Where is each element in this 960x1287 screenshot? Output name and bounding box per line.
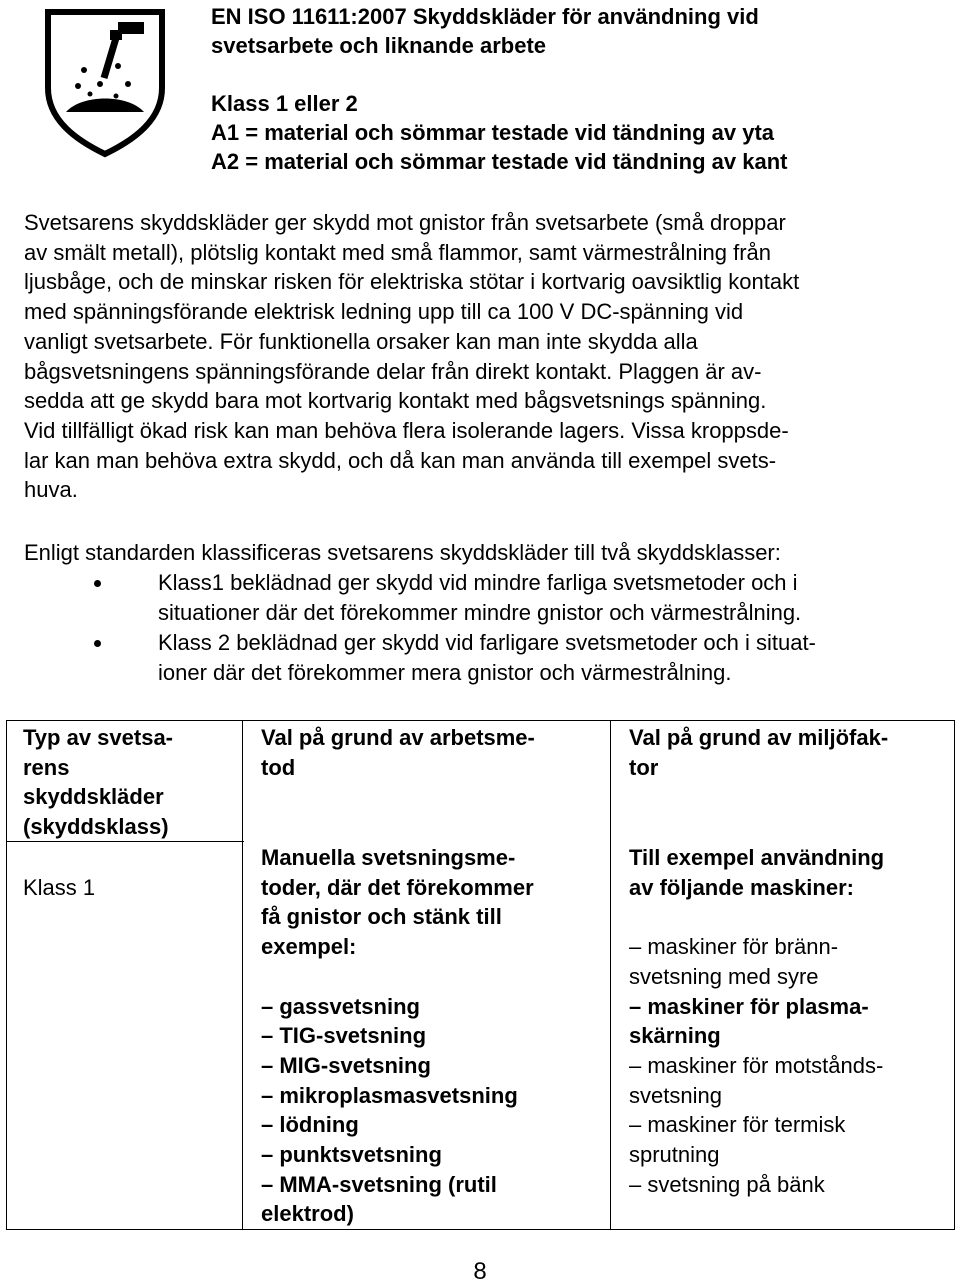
list-item: – MIG-svetsning	[261, 1052, 431, 1078]
col-header-type	[23, 723, 233, 842]
header-text: Val på grund av arbetsme-	[261, 725, 535, 750]
list-item: svetsning med syre	[629, 963, 819, 989]
cell-text: toder, där det förekommer	[261, 874, 534, 900]
list-item	[0, 568, 918, 628]
header-text: Typ av svetsa-	[23, 725, 174, 750]
class-1-cell: Klass 1	[23, 875, 96, 900]
description-paragraph	[24, 208, 944, 505]
standard-title-cont: svetsarbete och liknande arbete	[211, 33, 547, 58]
list-item	[0, 628, 918, 688]
paragraph-line: vanligt svetsarbete. För funktionella orsaker kan man inte skydda alla	[24, 328, 698, 354]
paragraph-line: sedda att ge skydd bara mot kortvarig kontakt med bågsvetsnings spänning.	[24, 388, 767, 414]
cell-text: exempel:	[261, 934, 357, 960]
list-item: svetsning	[629, 1082, 722, 1108]
header-text: (skyddsklass)	[23, 814, 169, 840]
paragraph-line: lar kan man behöva extra skydd, och då kan man använda till exempel svets-	[24, 447, 777, 473]
list-item: – svetsning på bänk	[629, 1171, 825, 1197]
header-text: tod	[261, 754, 296, 780]
class-line: Klass 1 eller 2	[211, 91, 358, 116]
header-text: Val på grund av miljöfak-	[629, 725, 889, 750]
list-item: – gassvetsning	[261, 993, 420, 1019]
list-item: – mikroplasmasvetsning	[261, 1082, 518, 1108]
bullet-line: Klass1 beklädnad ger skydd vid mindre farliga svetsmetoder och i	[158, 570, 798, 595]
cell-text: Till exempel användning	[629, 845, 885, 870]
list-item: – lödning	[261, 1112, 359, 1138]
paragraph-line: ljusbåge, och de minskar risken för elektriska stötar i kortvarig oavsiktlig kontakt	[24, 269, 800, 295]
list-item: elektrod)	[261, 1201, 354, 1227]
bullet-line: ioner där det förekommer mera gnistor och värmestrålning.	[158, 660, 732, 685]
col-header-environment	[629, 723, 949, 782]
bullet-icon	[94, 640, 101, 647]
cell-text: få gnistor och stänk till	[261, 904, 502, 930]
table-divider	[242, 721, 243, 1229]
cell-text: av följande maskiner:	[629, 874, 854, 900]
paragraph-line: med spänningsförande elektrisk ledning upp till ca 100 V DC-spänning vid	[24, 299, 744, 325]
standard-header	[211, 2, 951, 176]
paragraph-line: huva.	[24, 477, 78, 503]
list-item: – maskiner för bränn-	[629, 934, 839, 960]
classification-intro: Enligt standarden klassificeras svetsarens skyddskläder till två skyddsklasser:	[24, 540, 781, 565]
paragraph-line: bågsvetsningens spänningsförande delar från direkt kontakt. Plaggen är av-	[24, 358, 762, 384]
cell-text: Manuella svetsningsme-	[261, 845, 516, 870]
a2-line: A2 = material och sömmar testade vid tändning av kant	[211, 149, 788, 174]
col-header-method	[261, 723, 601, 782]
list-item: – maskiner för plasma-	[629, 993, 869, 1019]
list-item: – TIG-svetsning	[261, 1023, 427, 1049]
a1-line: A1 = material och sömmar testade vid tändning av yta	[211, 120, 775, 145]
bullet-icon	[94, 580, 101, 587]
paragraph-line: Svetsarens skyddskläder ger skydd mot gnistor från svetsarbete (små droppar	[24, 210, 786, 235]
header-text: tor	[629, 754, 659, 780]
class-bullet-list	[0, 568, 960, 688]
environment-cell	[629, 843, 949, 1199]
paragraph-line: Vid tillfälligt ökad risk kan man behöva flera isolerande lagers. Vissa kroppsde-	[24, 417, 789, 443]
list-item: – MMA-svetsning (rutil	[261, 1171, 497, 1197]
header-text: skyddskläder	[23, 784, 164, 810]
list-item: sprutning	[629, 1142, 720, 1168]
standard-title: EN ISO 11611:2007 Skyddskläder för användning vid	[211, 4, 759, 29]
bullet-line: Klass 2 beklädnad ger skydd vid farligare svetsmetoder och i situat-	[158, 630, 816, 655]
list-item: skärning	[629, 1023, 721, 1049]
bullet-line: situationer där det förekommer mindre gnistor och värmestrålning.	[158, 600, 802, 625]
welding-shield-pictogram-icon	[44, 8, 166, 158]
list-item: – maskiner för termisk	[629, 1112, 846, 1138]
paragraph-line: av smält metall), plötslig kontakt med små flammor, samt värmestrålning från	[24, 239, 772, 265]
clothing-class-table	[6, 720, 955, 1230]
page-number: 8	[473, 1258, 487, 1285]
header-text: rens	[23, 754, 70, 780]
table-divider	[610, 721, 611, 1229]
list-item: – punktsvetsning	[261, 1142, 442, 1168]
list-item: – maskiner för motstånds-	[629, 1052, 884, 1078]
method-cell	[261, 843, 601, 1229]
